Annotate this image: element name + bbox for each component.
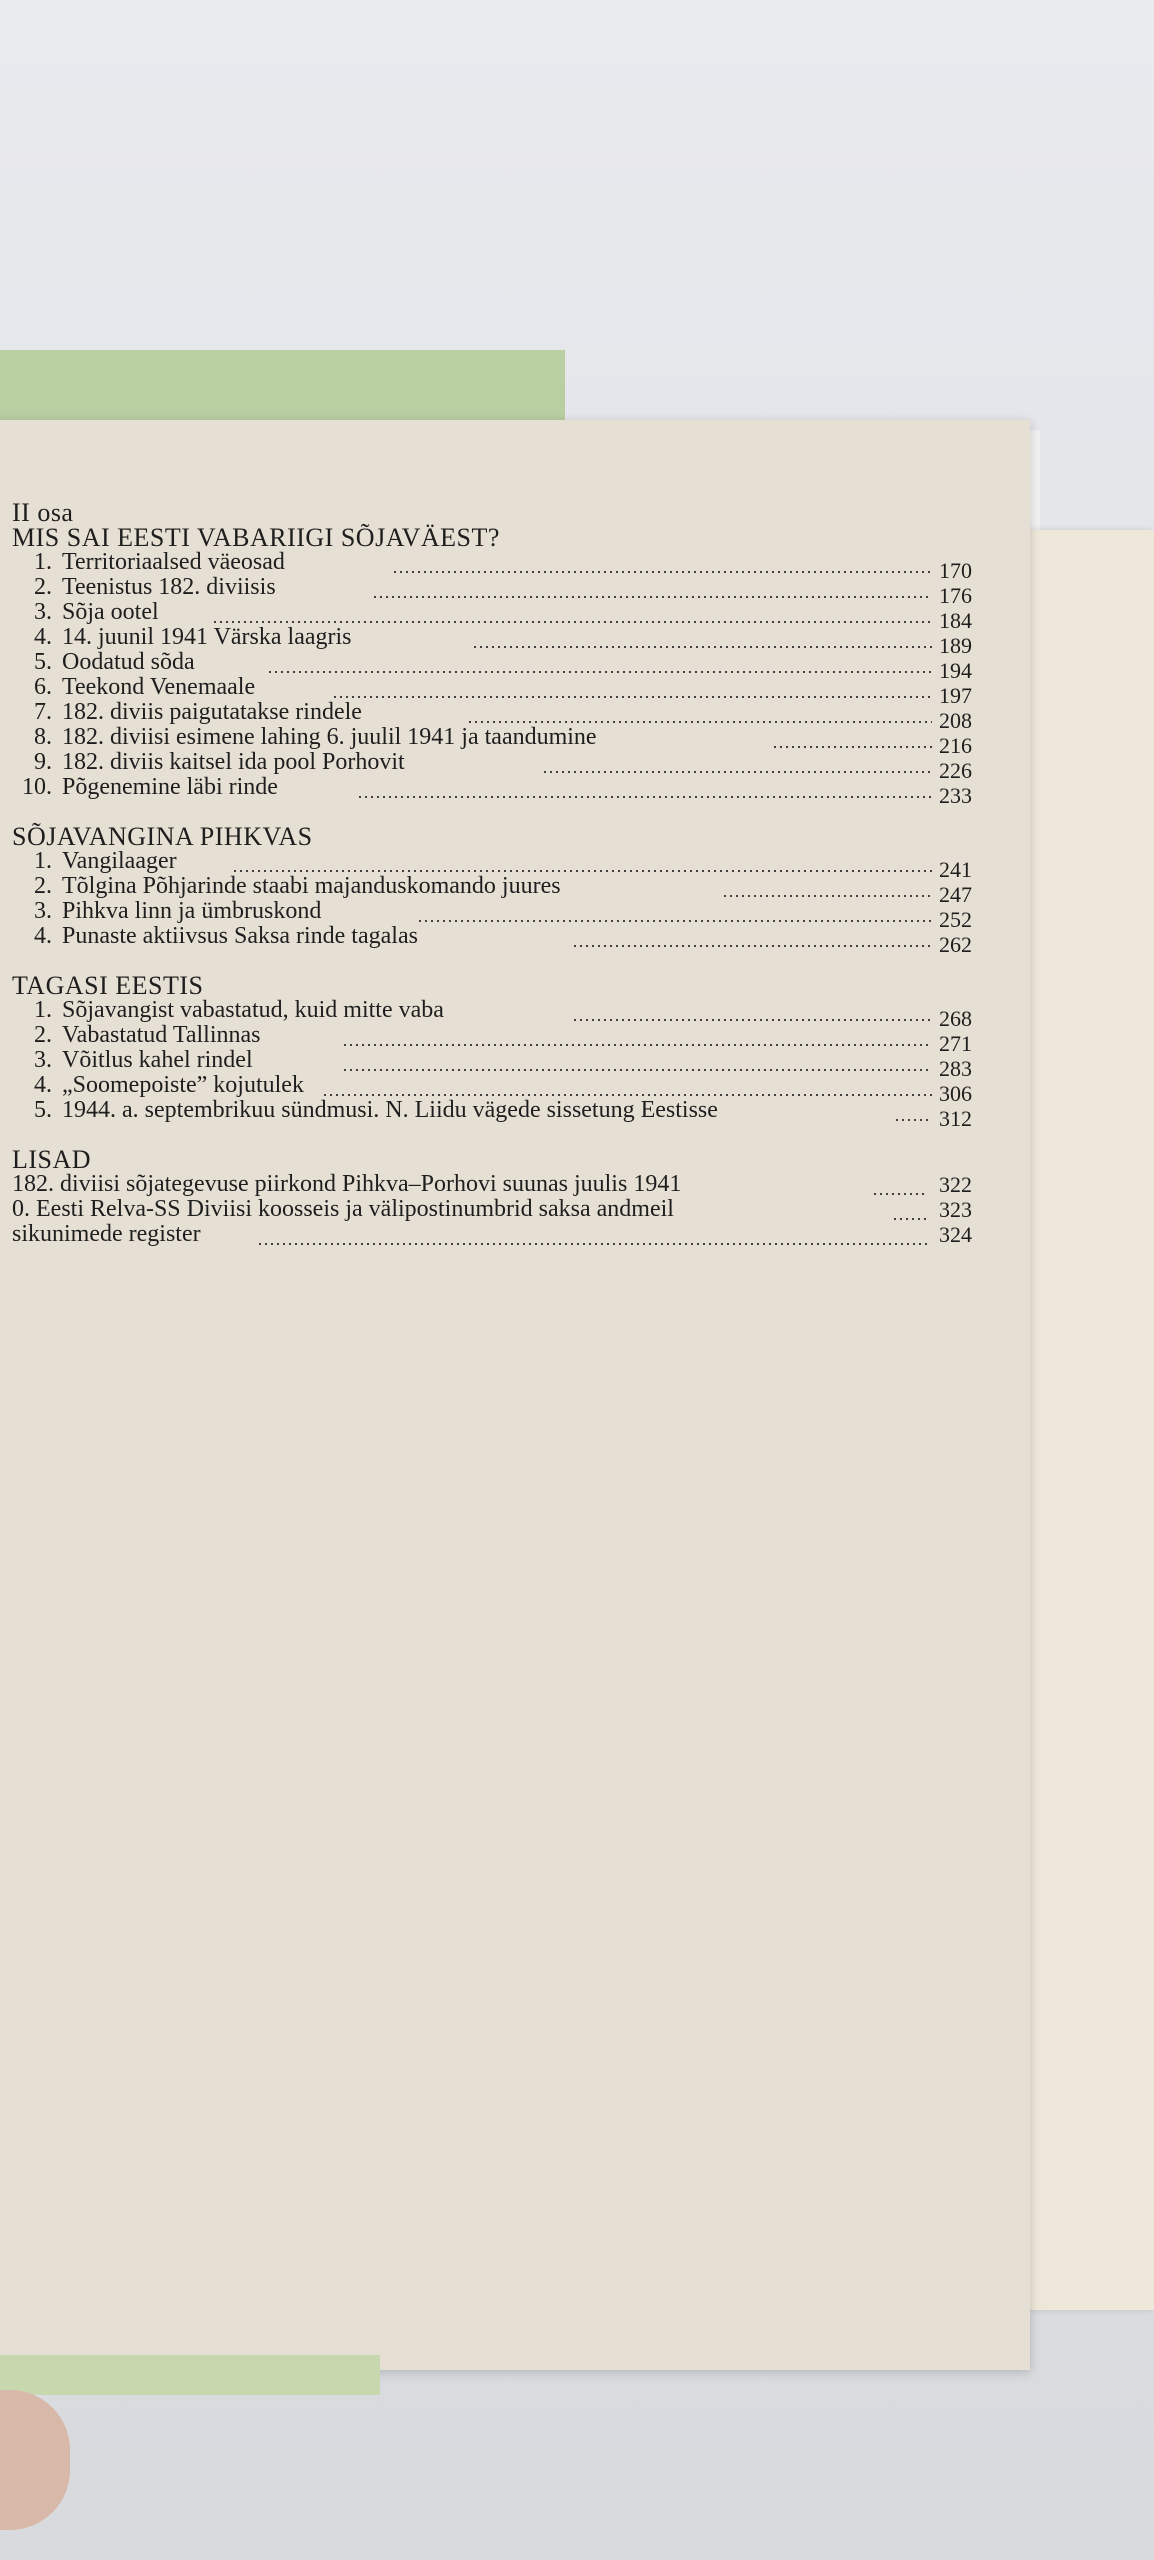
section-title: LISAD	[12, 1145, 92, 1174]
entry-title: Sõja ootel	[62, 599, 159, 625]
entry-page: 184	[939, 608, 972, 633]
leader-dots	[232, 870, 932, 872]
leader-dots	[472, 646, 932, 648]
entry-page: 233	[939, 783, 972, 808]
leader-dots	[772, 746, 932, 748]
leader-dots	[212, 621, 932, 623]
entry-page: 252	[939, 907, 972, 932]
entry-number: 5.	[34, 1097, 52, 1123]
entry-title: 182. diviisi esimene lahing 6. juulil 1941 ja taandumine	[62, 724, 597, 750]
entry-number: 8.	[34, 724, 52, 750]
entry-page: 271	[939, 1031, 972, 1056]
entry-number: 9.	[34, 749, 52, 775]
entry-title: „Soomepoiste” kojutulek	[62, 1072, 304, 1098]
entry-number: 3.	[34, 1047, 52, 1073]
leader-dots	[892, 1218, 927, 1220]
toc-entry	[12, 599, 972, 633]
entry-number: 3.	[34, 898, 52, 924]
toc-entry	[12, 1047, 972, 1081]
entry-page: 323	[939, 1197, 972, 1222]
leader-dots	[894, 1119, 932, 1121]
entry-page: 226	[939, 758, 972, 783]
entry-title: Sõjavangist vabastatud, kuid mitte vaba	[62, 997, 444, 1023]
entry-title: Tõlgina Põhjarinde staabi majanduskomando juures	[62, 873, 561, 899]
entry-page: 324	[939, 1222, 972, 1247]
entry-title: Territoriaalsed väeosad	[62, 549, 285, 575]
entry-number: 1.	[34, 848, 52, 874]
entry-number: 6.	[34, 674, 52, 700]
entry-page: 176	[939, 583, 972, 608]
toc-entry	[12, 898, 972, 932]
entry-page: 208	[939, 708, 972, 733]
toc-entry	[12, 649, 972, 683]
entry-number: 4.	[34, 923, 52, 949]
toc-entry	[12, 749, 972, 783]
leader-dots	[572, 945, 932, 947]
leader-dots	[342, 1044, 932, 1046]
toc-entry	[12, 674, 972, 708]
table-of-contents	[12, 500, 972, 1247]
leader-dots	[542, 771, 932, 773]
entry-number: 1.	[34, 997, 52, 1023]
leader-dots	[417, 920, 932, 922]
entry-number: 2.	[34, 574, 52, 600]
leader-dots	[572, 1019, 932, 1021]
leader-dots	[332, 696, 932, 698]
toc-entry	[12, 724, 972, 758]
leader-dots	[372, 596, 932, 598]
entry-title: Teenistus 182. diviisis	[62, 574, 276, 600]
entry-page: 194	[939, 658, 972, 683]
leader-dots	[322, 1094, 932, 1096]
section-title: TAGASI EESTIS	[12, 971, 204, 1000]
entry-number: 5.	[34, 649, 52, 675]
entry-title: Põgenemine läbi rinde	[62, 774, 278, 800]
entry-page: 322	[939, 1172, 972, 1197]
toc-entry	[12, 848, 972, 882]
entry-number: 3.	[34, 599, 52, 625]
entry-number: 4.	[34, 1072, 52, 1098]
finger	[0, 2390, 70, 2530]
entry-page: 262	[939, 932, 972, 957]
entry-title: 1944. a. septembrikuu sündmusi. N. Liidu vägede sissetung Eestisse	[62, 1097, 718, 1123]
entry-title: Oodatud sõda	[62, 649, 195, 675]
toc-entry	[12, 574, 972, 608]
toc-entry	[12, 1097, 972, 1131]
leader-dots	[467, 721, 932, 723]
section-title: SÕJAVANGINA PIHKVAS	[12, 822, 313, 851]
entry-page: 283	[939, 1056, 972, 1081]
section-title: MIS SAI EESTI VABARIIGI SÕJAVÄEST?	[12, 523, 500, 552]
toc-entry	[12, 923, 972, 957]
leader-dots	[392, 571, 932, 573]
leader-dots	[257, 1243, 927, 1245]
entry-page: 312	[939, 1106, 972, 1131]
toc-entry	[12, 997, 972, 1031]
entry-title: Vangilaager	[62, 848, 177, 874]
toc-entry	[12, 1222, 972, 1247]
entry-page: 197	[939, 683, 972, 708]
entry-page: 241	[939, 857, 972, 882]
entry-number: 4.	[34, 624, 52, 650]
entry-title: Võitlus kahel rindel	[62, 1047, 253, 1073]
entry-title: Pihkva linn ja ümbruskond	[62, 898, 322, 924]
entry-number: 2.	[34, 873, 52, 899]
leader-dots	[357, 796, 932, 798]
toc-entry	[12, 1197, 972, 1222]
entry-number: 1.	[34, 549, 52, 575]
entry-page: 189	[939, 633, 972, 658]
leader-dots	[722, 895, 932, 897]
toc-entry	[12, 699, 972, 733]
book-spine-bottom	[0, 2355, 380, 2395]
entry-page: 268	[939, 1006, 972, 1031]
entry-page: 170	[939, 558, 972, 583]
toc-entry	[12, 1022, 972, 1056]
entry-page: 216	[939, 733, 972, 758]
toc-entry	[12, 774, 972, 808]
entry-title: Vabastatud Tallinnas	[62, 1022, 261, 1048]
toc-entry	[12, 549, 972, 583]
toc-entry	[12, 1172, 972, 1197]
entry-page: 247	[939, 882, 972, 907]
toc-entry	[12, 1072, 972, 1106]
entry-title: 0. Eesti Relva-SS Diviisi koosseis ja välipostinumbrid saksa andmeil	[12, 1196, 674, 1222]
entry-page: 306	[939, 1081, 972, 1106]
entry-title: 182. diviis paigutatakse rindele	[62, 699, 362, 725]
entry-title: Teekond Venemaale	[62, 674, 256, 700]
entry-number: 10.	[22, 774, 52, 800]
leader-dots	[342, 1069, 932, 1071]
toc-entry	[12, 873, 972, 907]
entry-title: 14. juunil 1941 Värska laagris	[62, 624, 352, 650]
entry-number: 2.	[34, 1022, 52, 1048]
entry-title: 182. diviis kaitsel ida pool Porhovit	[62, 749, 405, 775]
book-cover-right	[1010, 530, 1154, 2310]
entry-title: 182. diviisi sõjategevuse piirkond Pihkva–Porhovi suunas juulis 1941	[12, 1171, 682, 1197]
leader-dots	[872, 1193, 927, 1195]
leader-dots	[267, 671, 932, 673]
entry-title: sikunimede register	[12, 1221, 201, 1247]
toc-entry	[12, 624, 972, 658]
entry-number: 7.	[34, 699, 52, 725]
entry-title: Punaste aktiivsus Saksa rinde tagalas	[62, 923, 418, 949]
part-label: II osa	[12, 498, 74, 527]
